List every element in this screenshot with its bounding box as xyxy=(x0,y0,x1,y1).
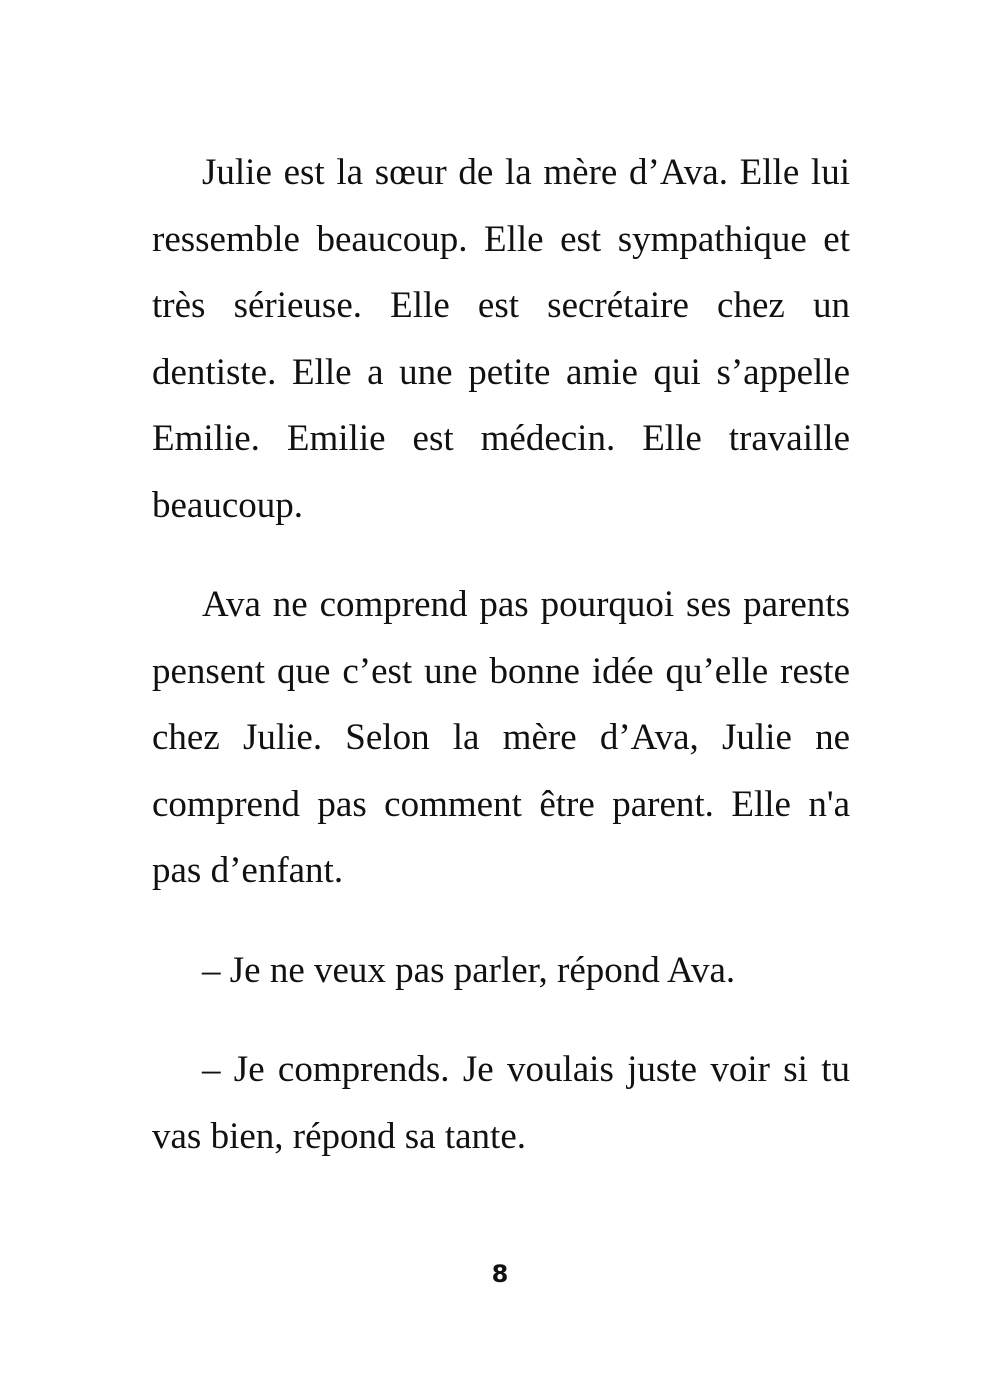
paragraph-2: Ava ne comprend pas pourquoi ses parents pensent que c’est une bonne idée qu’elle reste chez Julie. Selon la mère d’Ava, Julie ne comprend pas comment être parent. Elle n'a pas d’enfant. xyxy=(152,584,850,891)
paragraph-1: Julie est la sœur de la mère d’Ava. Elle lui ressemble beaucoup. Elle est sympathique et très sérieuse. Elle est secrétaire chez un dentiste. Elle a une petite amie qui s’appelle Emilie. Emilie est médecin. Elle travaille beaucoup. xyxy=(152,152,850,526)
dialogue-line-2: – Je comprends. Je voulais juste voir si tu vas bien, répond sa tante. xyxy=(152,1049,850,1157)
dialogue-line-1: – Je ne veux pas parler, répond Ava. xyxy=(202,949,736,991)
page-number: 8 xyxy=(491,1260,509,1288)
body-text xyxy=(152,140,850,1170)
